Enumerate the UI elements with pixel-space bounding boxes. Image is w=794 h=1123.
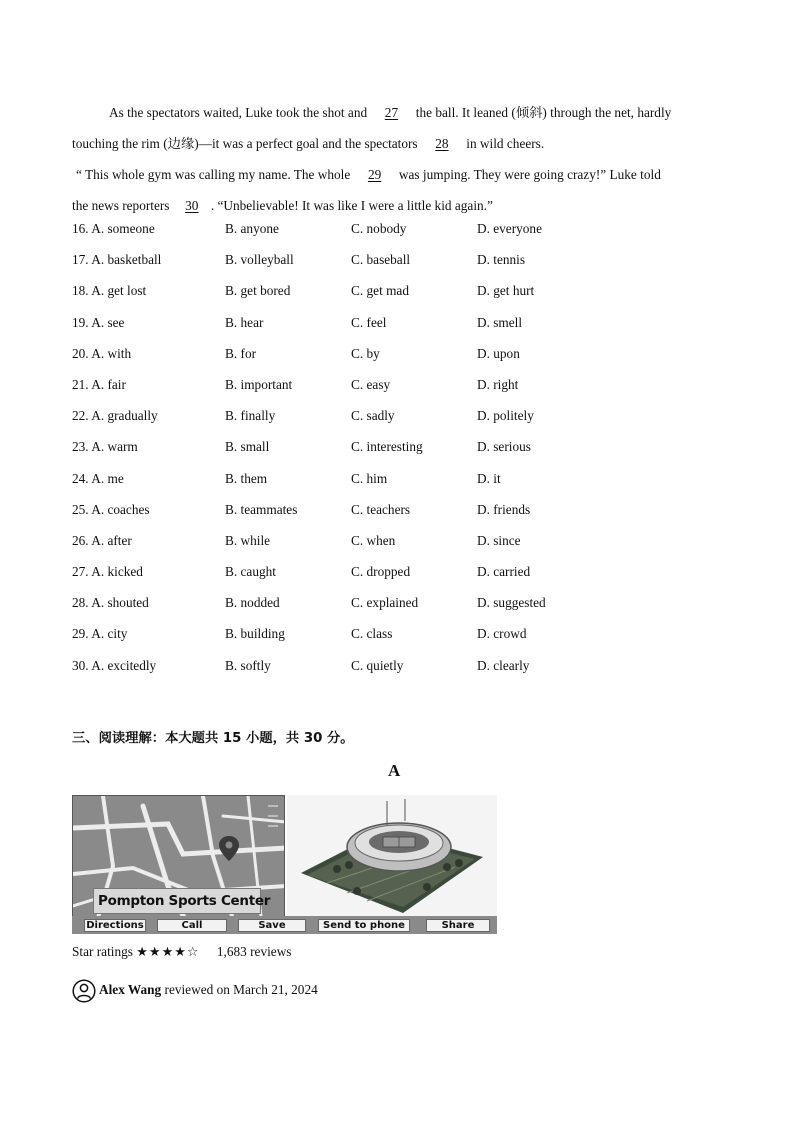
directions-button[interactable]: Directions bbox=[84, 919, 146, 932]
reviewer-name: Alex Wang bbox=[99, 982, 162, 997]
blank-30: 30 bbox=[185, 198, 199, 213]
review-count: 1,683 reviews bbox=[216, 944, 292, 959]
reading-label: A bbox=[388, 761, 401, 780]
blank-29: 29 bbox=[367, 167, 382, 182]
ratings-label: Star ratings bbox=[72, 944, 133, 959]
send-to-phone-button[interactable]: Send to phone bbox=[318, 919, 410, 932]
location-pin-icon bbox=[219, 836, 239, 861]
review-date-text: reviewed on March 21, 2024 bbox=[161, 982, 318, 997]
passage-line-4: the news reporters 30 . “Unbelievable! It was like I were a little kid again.” bbox=[72, 190, 712, 221]
blank-27: 27 bbox=[384, 105, 399, 120]
passage bbox=[72, 97, 712, 221]
user-icon bbox=[72, 979, 96, 1003]
sports-center-figure bbox=[72, 795, 497, 934]
sports-center-name-banner: Pompton Sports Center bbox=[93, 888, 261, 914]
star-rating-icon: ★★★★☆ bbox=[136, 945, 200, 960]
document-page: As the spectators waited, Luke took the shot and 27 the ball. It leaned (倾斜) through the net, hardly touching the rim (边缘)—it was a perfect goal and the spectators 28 in wild cheers. “ This whole gym was calling my name. The whole 29 was jumping. They were going crazy!” Luke told the news reporters 30 . “Unbelievable! It was like I were a little kid again.” 16. A. someone B. anyone C. nobody D. everyone 17. A. basketball B. volleyball C. baseball D. tennis 18. A. get lost B. get bored C. get mad D. get hurt 19. A. see B. hear C. feel D. smell 20. A. with B. for C. by D. upon 21. A. fair B. important C. easy D. right 22. A. gradually B. finally C. sadly D. politely 23. A. warm B. small C. interesting D. serious 24. A. me B. them C. him D. it 25. A. coaches B. teammates C. teachers D. friends 26. A. after B. while C. when D. since 27. A. kicked B. caught C. dropped D. carried 28. A. shouted B. nodded C. explained D. suggested 29. A. city B. building C. class D. crowd 30. A. excitedly B. softly C. quietly D. clearly 三、阅读理解：本大题共 15 小题，共 30 分。 A Pompton Sports Center Directions Call Save Send to phone Share Star ratings ★★★★☆ 1,683 reviews Alex Wang reviewed on March 21, 2024 bbox=[0, 0, 794, 1123]
stadium-illustration bbox=[287, 795, 497, 917]
call-button[interactable]: Call bbox=[157, 919, 227, 932]
passage-line-3: “ This whole gym was calling my name. The whole 29 was jumping. They were going crazy!” Luke told bbox=[76, 159, 712, 190]
save-button[interactable]: Save bbox=[238, 919, 306, 932]
blank-28: 28 bbox=[435, 136, 449, 151]
map-image bbox=[72, 795, 285, 934]
passage-line-1: As the spectators waited, Luke took the shot and 27 the ball. It leaned (倾斜) through the net, hardly bbox=[72, 97, 712, 128]
share-button[interactable]: Share bbox=[426, 919, 490, 932]
stadium-image bbox=[287, 795, 497, 917]
action-button-bar bbox=[72, 916, 497, 934]
section-title: 三、阅读理解：本大题共 15 小题，共 30 分。 bbox=[72, 731, 354, 746]
passage-line-2: touching the rim (边缘)—it was a perfect goal and the spectators 28 in wild cheers. bbox=[72, 128, 712, 159]
star-ratings bbox=[72, 944, 291, 960]
